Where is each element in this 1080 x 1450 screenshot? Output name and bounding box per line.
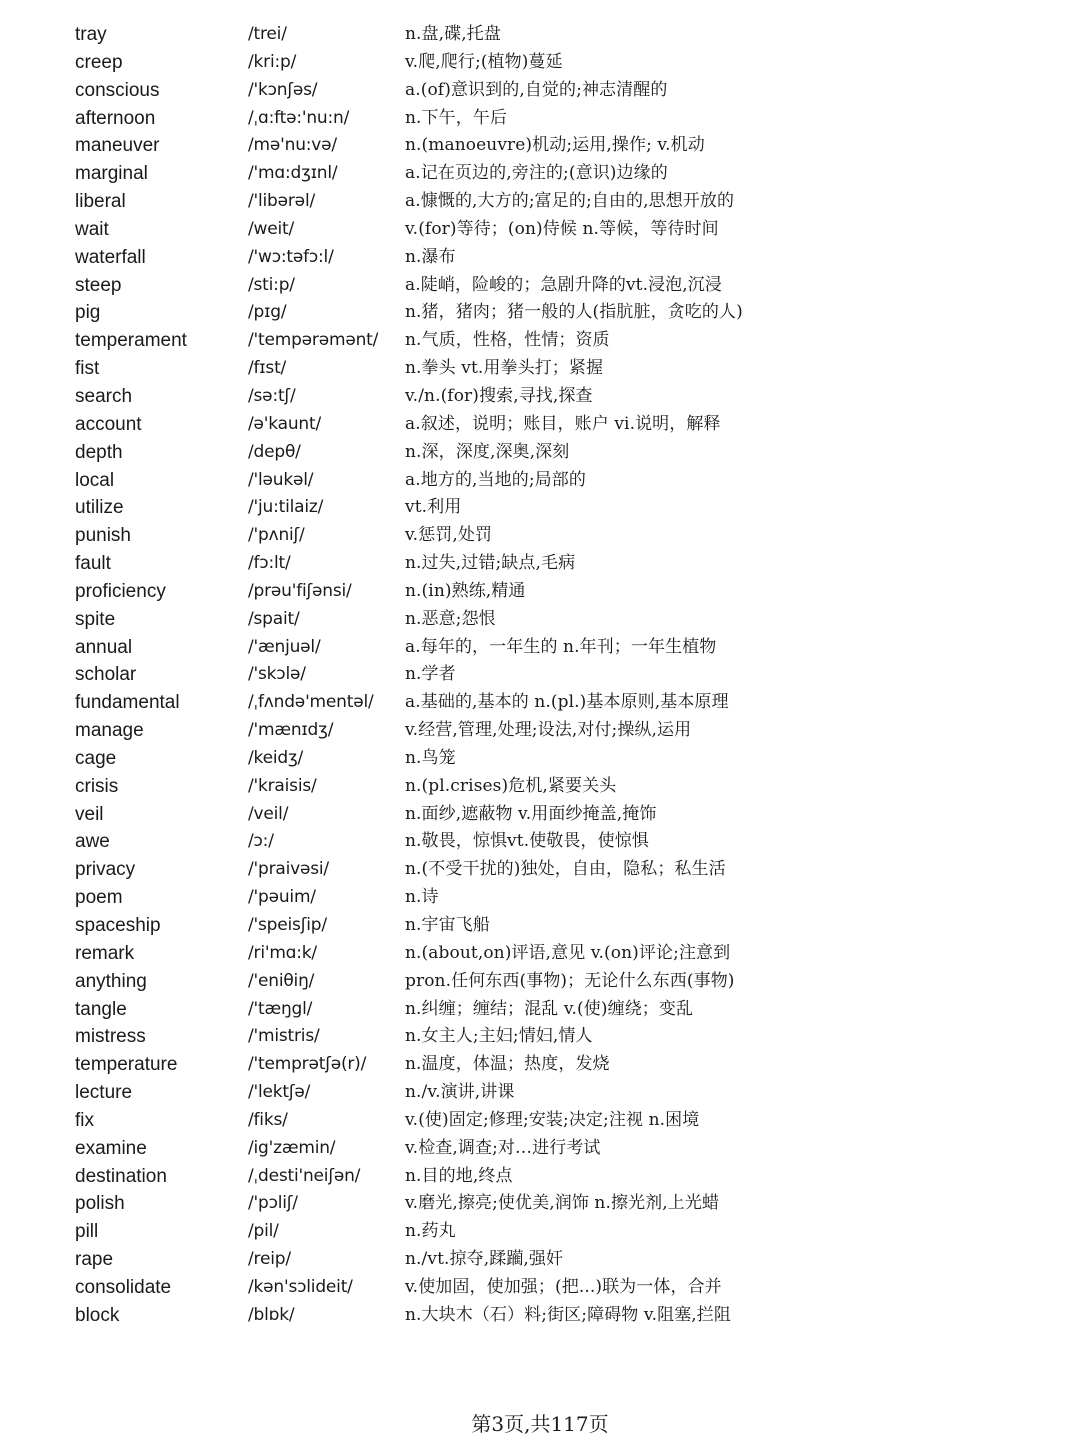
vocab-definition: pron.任何东西(事物)；无论什么东西(事物) [405, 970, 735, 991]
vocab-row [0, 244, 1080, 272]
vocab-row [0, 77, 1080, 105]
vocab-phonetic: /sti:p/ [248, 274, 295, 295]
vocab-row [0, 606, 1080, 634]
vocab-word: liberal [75, 191, 126, 213]
vocab-definition: n.下午，午后 [405, 107, 508, 128]
vocab-phonetic: /depθ/ [248, 441, 301, 462]
vocab-definition: n.(in)熟练,精通 [405, 580, 526, 601]
vocab-row [0, 912, 1080, 940]
vocab-definition: n.敬畏，惊惧vt.使敬畏，使惊惧 [405, 831, 649, 852]
vocab-definition: n.大块木（石）料;街区;障碍物 v.阻塞,拦阻 [405, 1304, 732, 1325]
vocab-word: fist [75, 358, 100, 380]
vocab-phonetic: /veil/ [248, 803, 289, 824]
vocab-row [0, 188, 1080, 216]
vocab-row [0, 773, 1080, 801]
vocab-phonetic: /ˌdesti'neiʃən/ [248, 1165, 361, 1186]
vocab-row [0, 1246, 1080, 1274]
vocab-definition: n.盘,碟,托盘 [405, 24, 501, 44]
vocab-word: privacy [75, 859, 136, 881]
vocab-phonetic: /fɪst/ [248, 358, 287, 379]
vocab-phonetic: /ri'mɑ:k/ [248, 942, 317, 963]
vocab-phonetic: /'lektʃə/ [248, 1082, 311, 1103]
vocab-row [0, 1274, 1080, 1302]
vocab-definition: n.深，深度,深奥,深刻 [405, 441, 570, 462]
vocab-row [0, 578, 1080, 606]
vocab-row [0, 160, 1080, 188]
vocab-phonetic: /'ju:tilaiz/ [248, 497, 324, 518]
vocab-phonetic: /'mænɪdʒ/ [248, 720, 334, 741]
vocab-row [0, 355, 1080, 383]
vocab-word: polish [75, 1193, 125, 1215]
vocab-phonetic: /'tæŋgl/ [248, 998, 313, 1019]
vocab-definition: n.药丸 [405, 1221, 456, 1242]
vocab-word: punish [75, 525, 131, 547]
vocab-phonetic: /'eniθiŋ/ [248, 970, 315, 991]
vocab-definition: n.诗 [405, 887, 439, 908]
page-footer: 第3页,共117页 [471, 1412, 609, 1436]
vocab-definition: v.检查,调查;对…进行考试 [405, 1137, 601, 1158]
vocab-definition: v.(使)固定;修理;安装;决定;注视 n.困境 [405, 1109, 700, 1130]
vocab-row [0, 1135, 1080, 1163]
vocab-row [0, 21, 1080, 49]
vocab-row [0, 634, 1080, 662]
vocab-phonetic: /kri:p/ [248, 51, 297, 72]
vocab-word: annual [75, 636, 133, 658]
vocab-row [0, 49, 1080, 77]
vocab-word: search [75, 385, 133, 407]
vocab-row [0, 105, 1080, 133]
vocab-definition: a.(of)意识到的,自觉的;神志清醒的 [405, 79, 668, 100]
vocab-phonetic: /weit/ [248, 218, 295, 239]
vocab-phonetic: /'mɑ:dʒɪnl/ [248, 163, 338, 184]
vocab-word: awe [75, 831, 110, 853]
vocab-definition: a.慷慨的,大方的;富足的;自由的,思想开放的 [405, 191, 735, 212]
vocab-definition: n.面纱,遮蔽物 v.用面纱掩盖,掩饰 [405, 803, 657, 824]
vocab-row [0, 327, 1080, 355]
vocab-word: cage [75, 747, 117, 769]
vocab-phonetic: /blɒk/ [248, 1304, 295, 1325]
vocab-phonetic: /kən'sɔlideit/ [248, 1276, 353, 1297]
vocab-word: account [75, 413, 142, 435]
vocab-row [0, 1051, 1080, 1079]
vocab-row [0, 828, 1080, 856]
vocab-word: marginal [75, 163, 148, 185]
vocab-row [0, 1218, 1080, 1246]
vocab-definition: a.叙述，说明；账目，账户 vi.说明，解释 [405, 413, 721, 434]
vocab-word: remark [75, 942, 135, 964]
vocab-word: maneuver [75, 135, 160, 157]
vocab-definition: n.宇宙飞船 [405, 915, 490, 935]
vocab-definition: vt.利用 [405, 497, 462, 518]
vocab-row [0, 411, 1080, 439]
vocab-phonetic: /sə:tʃ/ [248, 385, 296, 406]
vocab-phonetic: /prəu'fiʃənsi/ [248, 580, 352, 601]
vocab-row [0, 1163, 1080, 1191]
vocab-word: waterfall [75, 246, 146, 268]
vocab-phonetic: /'ænjuəl/ [248, 636, 321, 657]
vocab-definition: v./n.(for)搜索,寻找,探查 [405, 385, 593, 406]
vocab-definition: v.(for)等待；(on)侍候 n.等候，等待时间 [405, 218, 719, 239]
vocab-word: destination [75, 1165, 167, 1187]
vocab-word: rape [75, 1249, 114, 1271]
vocab-phonetic: /'kɔnʃəs/ [248, 79, 318, 100]
vocab-definition: n.猪，猪肉；猪一般的人(指肮脏，贪吃的人) [405, 302, 743, 323]
vocab-phonetic: /ɔ:/ [248, 831, 274, 852]
vocab-row [0, 494, 1080, 522]
vocab-definition: n.纠缠；缠结；混乱 v.(使)缠绕；变乱 [405, 998, 694, 1019]
vocab-word: spaceship [75, 915, 161, 936]
vocab-phonetic: /mə'nu:və/ [248, 135, 337, 156]
vocab-word: spite [75, 608, 116, 630]
vocab-phonetic: /'libərəl/ [248, 191, 315, 212]
vocab-definition: a.基础的,基本的 n.(pl.)基本原则,基本原理 [405, 692, 729, 713]
vocab-row [0, 1079, 1080, 1107]
vocab-word: block [75, 1304, 120, 1326]
vocab-word: mistress [75, 1026, 146, 1048]
vocab-word: pill [75, 1221, 99, 1243]
vocab-row [0, 801, 1080, 829]
vocab-definition: n.(manoeuvre)机动;运用,操作; v.机动 [405, 135, 705, 156]
vocab-row [0, 689, 1080, 717]
vocab-phonetic: /ə'kaunt/ [248, 413, 321, 434]
vocab-word: anything [75, 970, 147, 992]
vocab-word: veil [75, 803, 104, 825]
vocab-row [0, 522, 1080, 550]
vocab-definition: n.(about,on)评语,意见 v.(on)评论;注意到 [405, 942, 731, 963]
vocab-definition: a.每年的，一年生的 n.年刊；一年生植物 [405, 636, 717, 657]
vocab-definition: n.鸟笼 [405, 747, 456, 768]
vocab-row [0, 216, 1080, 244]
vocab-word: wait [75, 218, 109, 240]
vocab-word: poem [75, 887, 123, 909]
vocab-word: temperament [75, 330, 187, 352]
vocab-phonetic: /keidʒ/ [248, 747, 304, 768]
vocab-row [0, 884, 1080, 912]
vocab-row [0, 550, 1080, 578]
vocab-definition: n.拳头 vt.用拳头打；紧握 [405, 358, 604, 379]
vocab-phonetic: /'speisʃip/ [248, 915, 327, 935]
vocab-word: creep [75, 51, 123, 73]
vocab-word: fundamental [75, 692, 180, 714]
vocab-word: scholar [75, 664, 137, 686]
vocab-phonetic: /'kraisis/ [248, 775, 317, 796]
vocab-phonetic: /'tempərəmənt/ [248, 330, 379, 351]
vocab-phonetic: /'mistris/ [248, 1026, 320, 1047]
vocab-word: conscious [75, 79, 160, 101]
vocab-definition: a.记在页边的,旁注的;(意识)边缘的 [405, 163, 668, 184]
vocab-definition: n.瀑布 [405, 246, 456, 267]
vocab-row [0, 299, 1080, 327]
vocab-row [0, 1190, 1080, 1218]
vocab-phonetic: /spait/ [248, 608, 300, 629]
vocab-definition: n.(不受干扰的)独处，自由，隐私；私生活 [405, 859, 726, 880]
vocab-definition: n.(pl.crises)危机,紧要关头 [405, 775, 617, 796]
vocab-word: utilize [75, 497, 124, 519]
vocab-row [0, 272, 1080, 300]
vocab-phonetic: /fiks/ [248, 1109, 288, 1130]
vocab-phonetic: /'pʌniʃ/ [248, 525, 305, 546]
vocab-phonetic: /'pəuim/ [248, 887, 316, 908]
vocab-definition: n.女主人;主妇;情妇,情人 [405, 1026, 593, 1047]
vocab-row [0, 856, 1080, 884]
vocab-phonetic: /pɪg/ [248, 302, 287, 323]
vocab-phonetic: /'wɔ:təfɔ:l/ [248, 246, 334, 267]
vocab-word: pig [75, 302, 101, 324]
vocab-row [0, 661, 1080, 689]
vocab-definition: v.使加固，使加强；(把...)联为一体，合并 [405, 1276, 722, 1297]
vocab-phonetic: /ig'zæmin/ [248, 1137, 336, 1158]
vocab-definition: v.经营,管理,处理;设法,对付;操纵,运用 [405, 720, 692, 741]
vocab-phonetic: /pil/ [248, 1221, 279, 1242]
vocab-definition: n.学者 [405, 664, 456, 685]
vocab-row [0, 996, 1080, 1024]
vocab-word: local [75, 469, 115, 491]
vocab-row [0, 1107, 1080, 1135]
vocabulary-list [0, 21, 1080, 1330]
vocab-definition: n.气质，性格，性情；资质 [405, 330, 610, 351]
vocab-phonetic: /ˌɑ:ftə:'nu:n/ [248, 107, 350, 128]
vocab-definition: v.爬,爬行;(植物)蔓延 [405, 51, 563, 72]
vocab-word: consolidate [75, 1276, 172, 1298]
vocab-definition: a.陡峭，险峻的；急剧升降的vt.浸泡,沉浸 [405, 274, 722, 295]
vocab-word: steep [75, 274, 122, 296]
vocab-phonetic: /'skɔlə/ [248, 664, 306, 685]
vocab-definition: n.过失,过错;缺点,毛病 [405, 553, 576, 574]
vocab-word: fix [75, 1109, 94, 1131]
vocab-word: afternoon [75, 107, 156, 129]
vocab-definition: n.温度，体温；热度，发烧 [405, 1054, 610, 1075]
vocab-word: tangle [75, 998, 127, 1020]
vocab-phonetic: /'pɔliʃ/ [248, 1193, 298, 1214]
vocab-phonetic: /'praivəsi/ [248, 859, 329, 880]
vocab-definition: a.地方的,当地的;局部的 [405, 469, 586, 490]
vocab-definition: n./vt.掠夺,蹂躏,强奸 [405, 1249, 564, 1270]
vocab-row [0, 745, 1080, 773]
vocab-definition: n.恶意;怨恨 [405, 608, 496, 629]
vocab-word: temperature [75, 1054, 178, 1076]
vocab-phonetic: /trei/ [248, 24, 287, 44]
vocab-phonetic: /'temprətʃə(r)/ [248, 1054, 367, 1075]
vocab-row [0, 1302, 1080, 1330]
vocab-definition: v.磨光,擦亮;使优美,润饰 n.擦光剂,上光蜡 [405, 1193, 720, 1214]
vocab-word: fault [75, 553, 111, 575]
vocab-word: lecture [75, 1082, 133, 1104]
vocab-phonetic: /fɔ:lt/ [248, 553, 291, 574]
vocab-row [0, 439, 1080, 467]
vocab-phonetic: /reip/ [248, 1249, 291, 1270]
vocab-row [0, 968, 1080, 996]
vocab-definition: v.惩罚,处罚 [405, 525, 493, 546]
vocab-word: examine [75, 1137, 147, 1159]
vocab-word: tray [75, 24, 107, 45]
vocab-row [0, 132, 1080, 160]
vocab-row [0, 467, 1080, 495]
vocab-phonetic: /ˌfʌndə'mentəl/ [248, 692, 374, 713]
vocab-row [0, 717, 1080, 745]
vocab-row [0, 940, 1080, 968]
vocab-row [0, 1023, 1080, 1051]
vocab-word: proficiency [75, 580, 166, 602]
vocab-word: crisis [75, 775, 119, 797]
vocab-phonetic: /'ləukəl/ [248, 469, 314, 490]
vocab-definition: n./v.演讲,讲课 [405, 1082, 515, 1103]
vocab-word: manage [75, 720, 144, 742]
vocab-definition: n.目的地,终点 [405, 1165, 513, 1186]
vocab-word: depth [75, 441, 123, 463]
vocab-row [0, 383, 1080, 411]
